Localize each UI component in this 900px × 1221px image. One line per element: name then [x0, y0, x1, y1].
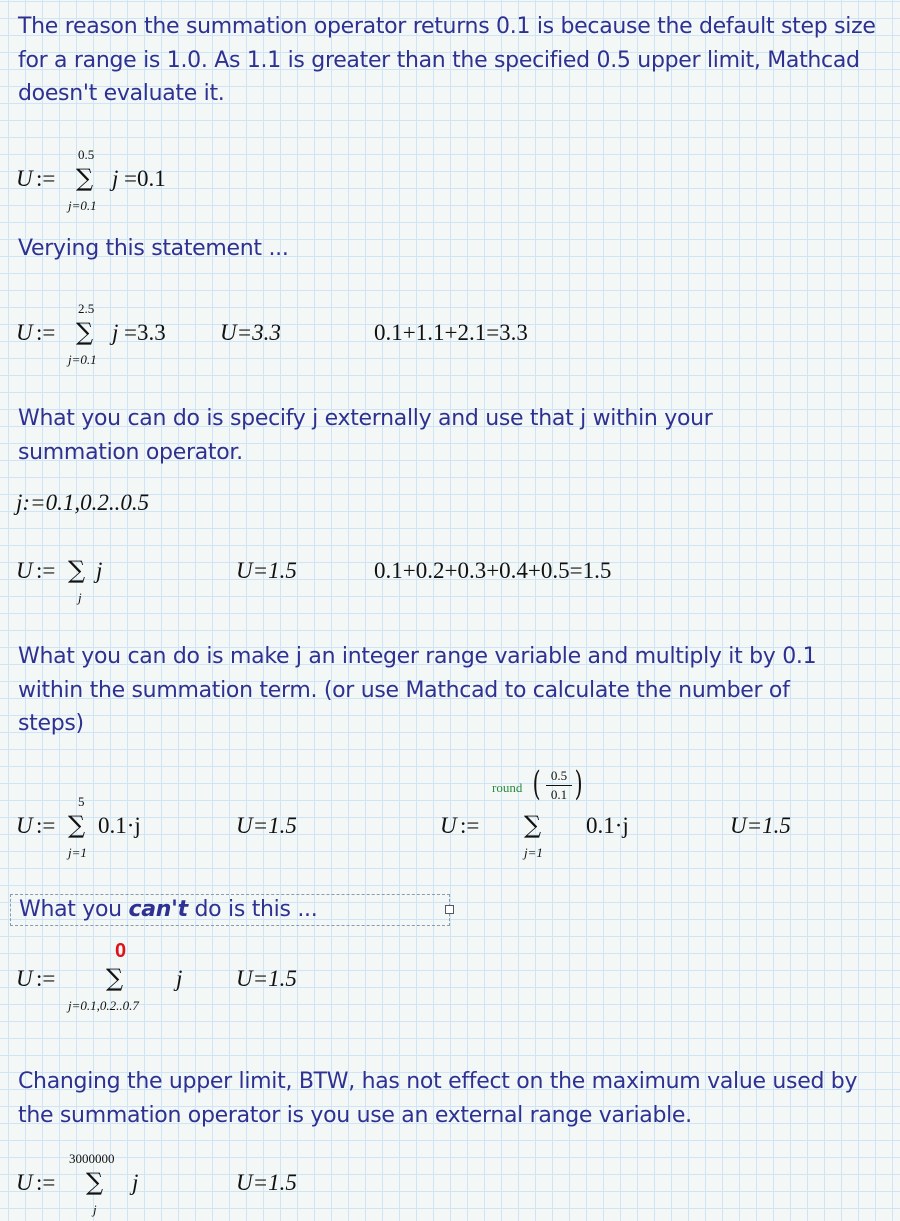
lower-limit: j — [93, 1202, 97, 1217]
resize-handle[interactable] — [445, 905, 454, 914]
lhs: U — [440, 813, 457, 838]
lower-limit: j=1 — [68, 845, 87, 860]
sigma-icon: ∑ — [76, 164, 94, 192]
upper-limit: 2.5 — [78, 301, 95, 316]
upper-fraction: 0.5 0.1 — [546, 768, 572, 803]
math-region-check-sum[interactable]: 0.1+0.2+0.3+0.4+0.5=1.5 — [374, 558, 612, 583]
upper-limit: 3000000 — [69, 1151, 115, 1166]
sigma-icon: ∑ — [68, 811, 86, 839]
sum-body: 0.1·j — [98, 813, 141, 838]
sum-body: j — [176, 966, 183, 991]
text-region-verifying[interactable]: Verying this statement ... — [18, 236, 289, 261]
error-placeholder-icon[interactable]: 0 — [115, 940, 127, 962]
sum-body: j — [112, 320, 119, 345]
assign-op: := — [36, 166, 56, 191]
assign-op: := — [36, 558, 56, 583]
right-paren: ) — [574, 764, 583, 804]
math-region-range-definition[interactable]: j:=0.1,0.2..0.5 — [16, 490, 150, 515]
lower-limit: j — [78, 590, 82, 605]
assign-op: := — [36, 1170, 56, 1195]
lower-limit: j=0.1 — [68, 352, 97, 367]
math-region-eval-u[interactable]: U=1.5 — [236, 558, 297, 583]
result: =3.3 — [124, 320, 166, 345]
round-function: round — [492, 780, 523, 795]
assign-op: := — [36, 813, 56, 838]
sigma-icon: ∑ — [68, 556, 86, 584]
sum-body: j — [96, 558, 103, 583]
assign-op: := — [36, 966, 56, 991]
lower-limit: j=0.1 — [68, 198, 97, 213]
lhs: U — [16, 166, 33, 191]
sum-body: j — [132, 1170, 139, 1195]
sigma-icon: ∑ — [86, 1168, 104, 1196]
text-content: What you can't do is this ... — [19, 897, 318, 922]
lhs: U — [16, 813, 33, 838]
lhs: U — [16, 1170, 33, 1195]
math-region-eval-u[interactable]: U=3.3 — [220, 320, 281, 345]
assign-op: := — [460, 813, 480, 838]
text-region-explanation[interactable]: The reason the summation operator returns 0.1 is because the default step size for a range is 1.0. As 1.1 is greater than the specified 0.5 upper limit, Mathcad doesn't evaluate it. — [18, 14, 876, 106]
text-region-upper-limit-note[interactable]: Changing the upper limit, BTW, has not effect on the maximum value used by the summation operator is you use an external range variable. — [18, 1069, 858, 1128]
assign-op: := — [36, 320, 56, 345]
text-region-cant-do-selected[interactable] — [10, 894, 450, 926]
math-region-eval-u[interactable]: U=1.5 — [730, 813, 791, 838]
sum-body: j — [112, 166, 119, 191]
math-region-eval-u[interactable]: U=1.5 — [236, 813, 297, 838]
left-paren: ( — [532, 764, 541, 804]
lower-limit: j=0.1,0.2..0.7 — [68, 998, 139, 1013]
text-region-integer-range[interactable]: What you can do is make j an integer range variable and multiply it by 0.1 within the summation term. (or use Mathcad to calculate the number of steps) — [18, 644, 817, 736]
lhs: U — [16, 966, 33, 991]
result: =0.1 — [124, 166, 166, 191]
sum-body: 0.1·j — [586, 813, 629, 838]
lhs: U — [16, 320, 33, 345]
upper-limit: 5 — [78, 794, 85, 809]
lower-limit: j=1 — [524, 845, 543, 860]
lhs: U — [16, 558, 33, 583]
sigma-icon: ∑ — [524, 811, 542, 839]
upper-limit: 0.5 — [78, 147, 95, 162]
sigma-icon: ∑ — [106, 964, 124, 992]
sigma-icon: ∑ — [76, 318, 94, 346]
text-region-external-j[interactable]: What you can do is specify j externally and use that j within your summation operator. — [18, 406, 713, 465]
math-region-eval-u[interactable]: U=1.5 — [236, 966, 297, 991]
math-region-check-sum[interactable]: 0.1+1.1+2.1=3.3 — [374, 320, 528, 345]
math-region-eval-u[interactable]: U=1.5 — [236, 1170, 297, 1195]
